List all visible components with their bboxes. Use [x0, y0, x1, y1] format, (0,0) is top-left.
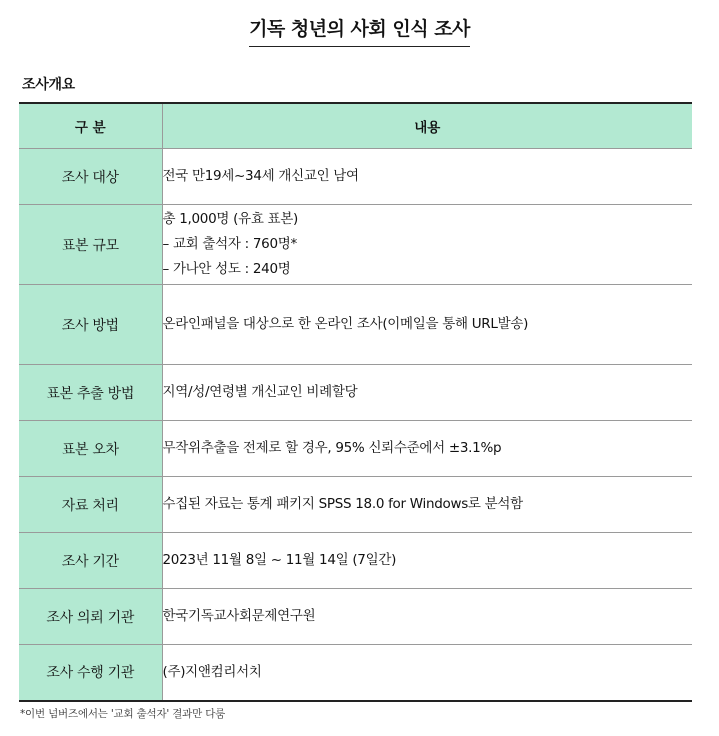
row-value-line: 전국 만19세~34세 개신교인 남여: [162, 168, 359, 184]
table-row: [19, 477, 692, 533]
row-label: 표본 추출 방법: [19, 365, 162, 421]
row-value: [162, 285, 692, 365]
row-value-line: 온라인패널을 대상으로 한 온라인 조사(이메일을 통해 URL발송): [162, 316, 529, 332]
row-value-line: 수집된 자료는 통계 패키지 SPSS 18.0 for Windows로 분석함: [162, 496, 523, 512]
row-label: 조사 수행 기관: [19, 645, 162, 701]
table-row: [19, 285, 692, 365]
row-value: [162, 365, 692, 421]
footnote: *이번 넘버즈에서는 '교회 출석자' 결과만 다룸: [20, 708, 226, 720]
table-row: [19, 645, 692, 701]
table-row: [19, 149, 692, 205]
row-value-line: 한국기독교사회문제연구원: [162, 608, 316, 624]
header-content: 내용: [162, 103, 692, 149]
table-row: [19, 533, 692, 589]
table-row: [19, 365, 692, 421]
table-row: [19, 589, 692, 645]
row-value: [162, 645, 692, 701]
page-title-wrap: [0, 14, 719, 47]
row-value-line: – 가나안 성도 : 240명: [162, 261, 291, 277]
row-value: [162, 421, 692, 477]
row-label: 자료 처리: [19, 477, 162, 533]
row-value-line: 지역/성/연령별 개신교인 비례할당: [162, 384, 358, 400]
row-label: 조사 방법: [19, 285, 162, 365]
table-row: [19, 205, 692, 285]
row-label: 표본 규모: [19, 205, 162, 285]
row-value-line: (주)지앤컴리서치: [162, 663, 262, 680]
survey-overview-table: [19, 102, 692, 702]
row-value: [162, 589, 692, 645]
row-label: 조사 의뢰 기관: [19, 589, 162, 645]
table-row: [19, 421, 692, 477]
row-value: [162, 205, 692, 285]
row-value-line: 2023년 11월 8일 ~ 11월 14일 (7일간): [162, 552, 397, 568]
page-title: 기독 청년의 사회 인식 조사: [249, 14, 470, 47]
row-value-line: 무작위추출을 전제로 할 경우, 95% 신뢰수준에서 ±3.1%p: [162, 440, 502, 456]
row-label: 표본 오차: [19, 421, 162, 477]
header-category: 구 분: [19, 103, 162, 149]
row-value-line: – 교회 출석자 : 760명*: [162, 236, 297, 252]
row-value: [162, 533, 692, 589]
row-value: [162, 149, 692, 205]
row-label: 조사 대상: [19, 149, 162, 205]
row-value-line: 총 1,000명 (유효 표본): [162, 211, 299, 227]
section-subtitle: 조사개요: [22, 77, 75, 93]
row-label: 조사 기간: [19, 533, 162, 589]
table-header-row: [19, 103, 692, 149]
row-value: [162, 477, 692, 533]
